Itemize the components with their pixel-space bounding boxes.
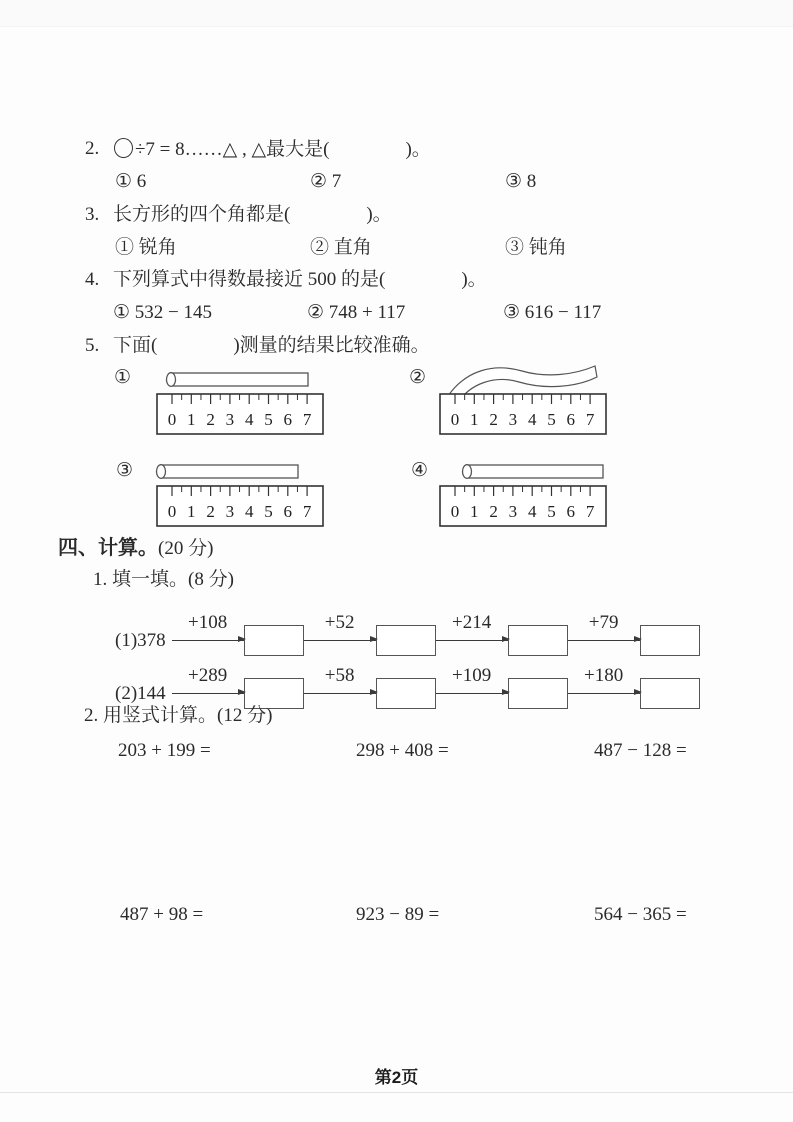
question-4-text: 下列算式中得数最接近 500 的是( )。 xyxy=(113,269,487,290)
measure-diagram-3 xyxy=(149,452,329,532)
arrow-right-icon xyxy=(172,640,244,641)
fill-row-1-step-4 xyxy=(568,612,640,641)
question-2-number: 2. xyxy=(85,138,100,159)
section-4-score: (20 分) xyxy=(158,538,214,559)
fill-row-1-step-3 xyxy=(436,612,508,641)
fill-row-1-step-2 xyxy=(304,612,376,641)
arrow-right-icon xyxy=(568,640,640,641)
svg-text:0: 0 xyxy=(450,502,460,521)
question-4-option-3: ③ 616 − 117 xyxy=(503,302,602,323)
arrow-right-icon xyxy=(304,693,376,694)
page-top-edge xyxy=(0,0,793,27)
measure-diagram-4 xyxy=(432,452,612,532)
svg-text:4: 4 xyxy=(527,502,537,521)
answer-box[interactable] xyxy=(640,625,700,656)
answer-box[interactable] xyxy=(244,625,304,656)
question-2-option-1: ① 6 xyxy=(115,171,147,192)
arrow-right-icon xyxy=(436,640,508,641)
diagram-1-label: ① xyxy=(114,367,132,388)
svg-text:4: 4 xyxy=(244,410,254,429)
answer-box[interactable] xyxy=(640,678,700,709)
fill-row-1-start: (1)378 xyxy=(115,629,166,651)
measure-diagram-2 xyxy=(432,360,612,440)
arrow-right-icon xyxy=(304,640,376,641)
svg-text:3: 3 xyxy=(508,410,518,429)
svg-text:1: 1 xyxy=(187,502,196,521)
calc-problem-6: 564 − 365 = xyxy=(594,904,687,925)
svg-text:7: 7 xyxy=(302,502,312,521)
fill-row-2-start: (2)144 xyxy=(115,682,166,704)
answer-box[interactable] xyxy=(508,678,568,709)
svg-text:2: 2 xyxy=(206,410,215,429)
calc-problem-1: 203 + 199 = xyxy=(118,740,211,761)
measure-diagram-1 xyxy=(149,360,329,440)
question-3-option-3: ③ 钝角 xyxy=(505,237,567,258)
diagram-3-label: ③ xyxy=(116,460,134,481)
svg-text:5: 5 xyxy=(264,502,273,521)
question-2-text xyxy=(113,138,431,162)
question-3-option-2: ② 直角 xyxy=(310,237,372,258)
arrow-right-icon xyxy=(436,693,508,694)
svg-text:5: 5 xyxy=(547,502,556,521)
fill-row-2-step-4 xyxy=(568,665,640,694)
fill-row-1-step-1 xyxy=(172,612,244,641)
svg-text:3: 3 xyxy=(225,410,235,429)
fill-row-2-step-1 xyxy=(172,665,244,694)
calc-problem-2: 298 + 408 = xyxy=(356,740,449,761)
question-2-option-2: ② 7 xyxy=(310,171,342,192)
question-3-text: 长方形的四个角都是( )。 xyxy=(113,204,392,225)
fill-row-1-op-2: +52 xyxy=(324,612,355,633)
circle-placeholder-icon xyxy=(114,138,133,158)
diagram-2-label: ② xyxy=(409,367,427,388)
svg-text:2: 2 xyxy=(489,410,498,429)
page-number: 第2页 xyxy=(374,1068,419,1087)
svg-text:5: 5 xyxy=(264,410,273,429)
fill-row-2-op-1: +289 xyxy=(188,665,228,686)
svg-text:0: 0 xyxy=(167,502,177,521)
svg-text:4: 4 xyxy=(527,410,537,429)
svg-text:5: 5 xyxy=(547,410,556,429)
question-2-option-3: ③ 8 xyxy=(505,171,537,192)
answer-box[interactable] xyxy=(376,625,436,656)
svg-text:7: 7 xyxy=(585,410,595,429)
svg-text:0: 0 xyxy=(167,410,177,429)
fill-heading: 1. 填一填。(8 分) xyxy=(93,569,234,590)
fill-row-2-op-2: +58 xyxy=(324,665,355,686)
answer-box[interactable] xyxy=(376,678,436,709)
calc-problem-3: 487 − 128 = xyxy=(594,740,687,761)
fill-row-2-step-3 xyxy=(436,665,508,694)
svg-text:2: 2 xyxy=(206,502,215,521)
svg-text:6: 6 xyxy=(283,410,293,429)
fill-row-2-op-3: +109 xyxy=(452,665,492,686)
question-2-text-tail: ÷7 = 8……△ , △最大是( )。 xyxy=(135,139,431,160)
section-4-heading xyxy=(58,536,213,561)
arrow-right-icon xyxy=(568,693,640,694)
vertical-heading: 2. 用竖式计算。(12 分) xyxy=(84,705,273,726)
question-4-number: 4. xyxy=(85,269,100,290)
svg-text:2: 2 xyxy=(489,502,498,521)
calc-problem-5: 923 − 89 = xyxy=(356,904,440,925)
fill-row-1-op-4: +79 xyxy=(588,612,619,633)
svg-text:7: 7 xyxy=(585,502,595,521)
section-4-title: 四、计算。 xyxy=(58,537,158,559)
question-4-option-2: ② 748 + 117 xyxy=(307,302,406,323)
svg-text:6: 6 xyxy=(566,502,576,521)
fill-row-1-op-1: +108 xyxy=(188,612,228,633)
question-4-option-1: ① 532 − 145 xyxy=(113,302,212,323)
question-3-number: 3. xyxy=(85,204,100,225)
svg-text:1: 1 xyxy=(470,502,479,521)
diagram-4-label: ④ xyxy=(411,460,429,481)
svg-text:3: 3 xyxy=(508,502,518,521)
calc-problem-4: 487 + 98 = xyxy=(120,904,204,925)
question-5-text: 下面( )测量的结果比较准确。 xyxy=(113,335,430,356)
svg-text:6: 6 xyxy=(283,502,293,521)
answer-box[interactable] xyxy=(508,625,568,656)
svg-text:0: 0 xyxy=(450,410,460,429)
svg-text:4: 4 xyxy=(244,502,254,521)
svg-text:1: 1 xyxy=(470,410,479,429)
svg-text:3: 3 xyxy=(225,502,235,521)
arrow-right-icon xyxy=(172,693,244,694)
question-3-option-1: ① 锐角 xyxy=(115,237,177,258)
question-5-number: 5. xyxy=(85,335,100,356)
svg-text:7: 7 xyxy=(302,410,312,429)
fill-row-1 xyxy=(115,612,700,656)
svg-text:6: 6 xyxy=(566,410,576,429)
fill-row-1-op-3: +214 xyxy=(452,612,492,633)
svg-text:1: 1 xyxy=(187,410,196,429)
fill-row-2-step-2 xyxy=(304,665,376,694)
footer-divider xyxy=(0,1092,793,1093)
fill-row-2-op-4: +180 xyxy=(584,665,624,686)
